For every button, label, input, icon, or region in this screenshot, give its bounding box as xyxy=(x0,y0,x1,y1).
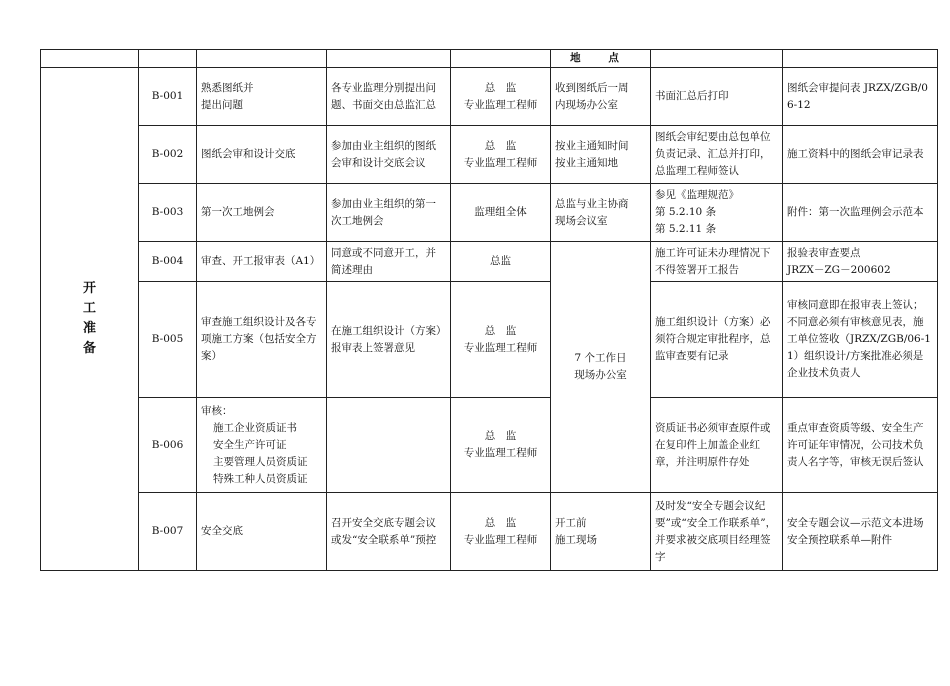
row-form: 报验表审查要点 JRZX－ZG－200602 xyxy=(783,242,938,282)
row-form: 附件：第一次监理例会示范本 xyxy=(783,184,938,242)
row-form: 重点审查资质等级、安全生产许可证年审情况，公司技术负责人名字等，审核无误后签认 xyxy=(783,398,938,493)
row-item: 审核： 施工企业资质证书 安全生产许可证 主要管理人员资质证 特殊工种人员资质证 xyxy=(197,398,327,493)
row-code: B-002 xyxy=(139,126,197,184)
row-location: 开工前 施工现场 xyxy=(551,493,651,571)
row-code: B-007 xyxy=(139,493,197,571)
row-code: B-004 xyxy=(139,242,197,282)
row-person: 总 监 专业监理工程师 xyxy=(451,398,551,493)
row-person: 总 监 专业监理工程师 xyxy=(451,68,551,126)
row-location: 按业主通知时间 按业主通知地 xyxy=(551,126,651,184)
header-row xyxy=(41,50,938,68)
row-remark: 参见《监理规范》 第 5.2.10 条 第 5.2.11 条 xyxy=(651,184,783,242)
row-location: 收到图纸后一周 内现场办公室 xyxy=(551,68,651,126)
work-plan-table xyxy=(40,49,938,571)
row-form: 图纸会审提问表 JRZX/ZGB/06-12 xyxy=(783,68,938,126)
row-requirement xyxy=(327,398,451,493)
row-remark: 图纸会审纪要由总包单位负责记录、汇总并打印，总监理工程师签认 xyxy=(651,126,783,184)
header-cell xyxy=(197,50,327,68)
row-form: 施工资料中的图纸会审记录表 xyxy=(783,126,938,184)
row-code: B-006 xyxy=(139,398,197,493)
table-row xyxy=(41,184,938,242)
table-row xyxy=(41,282,938,398)
row-code: B-005 xyxy=(139,282,197,398)
table-row xyxy=(41,242,938,282)
header-cell xyxy=(139,50,197,68)
row-remark: 书面汇总后打印 xyxy=(651,68,783,126)
table-row xyxy=(41,398,938,493)
row-item: 安全交底 xyxy=(197,493,327,571)
row-item: 图纸会审和设计交底 xyxy=(197,126,327,184)
header-cell xyxy=(783,50,938,68)
row-remark: 施工许可证未办理情况下不得签署开工报告 xyxy=(651,242,783,282)
row-code: B-001 xyxy=(139,68,197,126)
row-form: 审核同意即在报审表上签认；不同意必须有审核意见表，施工单位签收（JRZX/ZGB/06-11）组织设计/方案批准必须是企业技术负责人 xyxy=(783,282,938,398)
table-row xyxy=(41,68,938,126)
row-form: 安全专题会议—示范文本进场安全预控联系单—附件 xyxy=(783,493,938,571)
row-person: 总 监 专业监理工程师 xyxy=(451,126,551,184)
row-requirement: 同意或不同意开工，并简述理由 xyxy=(327,242,451,282)
table-row xyxy=(41,493,938,571)
row-remark: 及时发“安全专题会议纪要”或“安全工作联系单”，并要求被交底项目经理签字 xyxy=(651,493,783,571)
header-cell xyxy=(327,50,451,68)
row-code: B-003 xyxy=(139,184,197,242)
location-header: 地 点 xyxy=(551,50,651,68)
row-person: 总 监 专业监理工程师 xyxy=(451,493,551,571)
row-remark: 施工组织设计（方案）必须符合规定审批程序，总监审查要有记录 xyxy=(651,282,783,398)
header-cell xyxy=(651,50,783,68)
row-requirement: 参加由业主组织的第一次工地例会 xyxy=(327,184,451,242)
row-requirement: 各专业监理分别提出问题、书面交由总监汇总 xyxy=(327,68,451,126)
row-person: 监理组全体 xyxy=(451,184,551,242)
row-item: 第一次工地例会 xyxy=(197,184,327,242)
row-location: 总监与业主协商 现场会议室 xyxy=(551,184,651,242)
row-remark: 资质证书必须审查原件或在复印件上加盖企业红章，并注明原件存处 xyxy=(651,398,783,493)
row-person: 总监 xyxy=(451,242,551,282)
row-item: 熟悉图纸并 提出问题 xyxy=(197,68,327,126)
header-cell xyxy=(451,50,551,68)
row-requirement: 在施工组织设计（方案）报审表上签署意见 xyxy=(327,282,451,398)
row-person: 总 监 专业监理工程师 xyxy=(451,282,551,398)
table-row xyxy=(41,126,938,184)
row-item: 审查、开工报审表（A1） xyxy=(197,242,327,282)
stage-label: 开 工 准 备 xyxy=(41,68,139,571)
row-item: 审查施工组织设计及各专项施工方案（包括安全方案） xyxy=(197,282,327,398)
row-requirement: 召开安全交底专题会议或发“安全联系单”预控 xyxy=(327,493,451,571)
row-requirement: 参加由业主组织的图纸会审和设计交底会议 xyxy=(327,126,451,184)
shared-location: 7 个工作日 现场办公室 xyxy=(551,242,651,493)
header-cell xyxy=(41,50,139,68)
